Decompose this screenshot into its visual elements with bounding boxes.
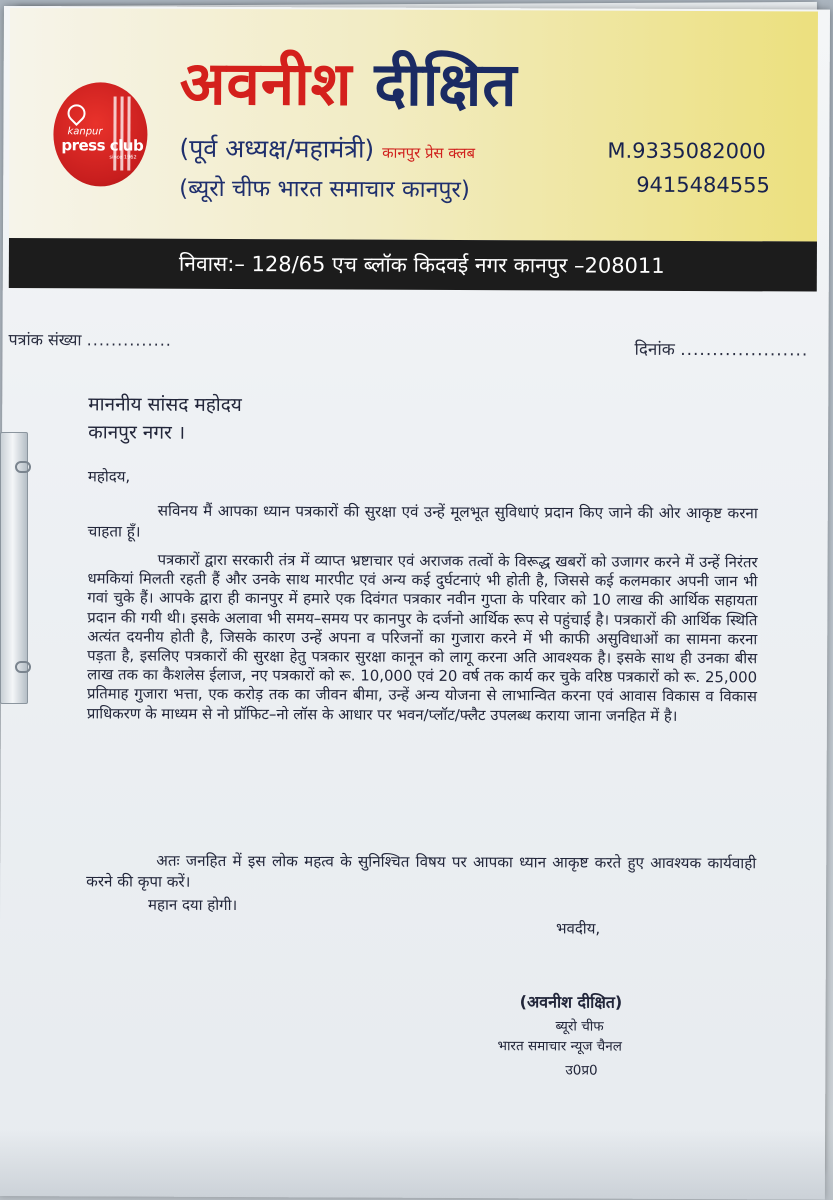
binder-ring-top (15, 461, 31, 473)
recipient-line-2: कानपुर नगर । (88, 421, 186, 444)
body-paragraph-3: अतः जनहित में इस लोक महत्व के सुनिश्चित विषय पर आपका ध्यान आकृष्ट करते हुए आवश्यक कार्यवाही करने की कृपा करें। (86, 851, 757, 891)
organization: कानपुर प्रेस क्लब (382, 143, 476, 163)
pen-nib-icon (64, 101, 89, 126)
binder-clip (0, 432, 28, 704)
body-paragraph-2: पत्रकारों द्वारा सरकारी तंत्र में व्याप्त भ्रष्टाचार एवं अराजक तत्वों के विरूद्ध खबरों को उजागर करने में उन्हें निरंतर धमकियां मिलती रहती हैं और उनके साथ मारपीट एवं अन्य कई दुर्घटनाएं भी होती है, जिससे कई कलमकार अपनी जान भी गवां चुके हैं। आपके द्वारा ही कानपुर में हमारे एक दिवंगत पत्रकार नवीन गुप्ता के परिवार को 10 लाख की आर्थिक सहायता प्रदान की गयी थी। इसके अलावा भी समय–समय पर कानपुर के दर्जनो आर्थिक रूप से पहुंचाई है। पत्रकारों की आर्थिक स्थिति अत्यंत दयनीय होती है, जिसके कारण उन्हें अपना व परिजनों का गुजारा करने में भी काफी असुविधाओं का सामना करना पड़ता है, इसलिए पत्रकारों की सुरक्षा हेतु पत्रकार सुरक्षा कानून को लागू करना अति आवश्यक है। इसके साथ ही उनका बीस लाख तक का कैशलेस ईलाज, नए पत्रकारों को रू. 10,000 एवं 20 वर्ष तक कार्य कर चुके वरिष्ठ पत्रकारों को रू. 25,000 प्रतिमाह गुजारा भत्ता, एक करोड़ तक का जीवन बीमा, उन्हें अन्य योजना से लाभान्वित करना एवं आवास विकास व विकास प्राधिकरण के माध्यम से नो प्रॉफिट–नो लॉस के आधार पर भवन/प्लॉट/फ्लैट उपलब्ध कराया जाना जनहित में है। (86, 550, 758, 725)
designation-line (179, 131, 475, 166)
designation: (पूर्व अध्यक्ष/महामंत्री) (179, 133, 375, 164)
signatory-organization: भारत समाचार न्यूज चैनल (497, 1038, 622, 1055)
name-first: अवनीश (179, 48, 353, 120)
reference-number-blank: .............. (86, 330, 172, 350)
signoff: भवदीय, (555, 919, 601, 938)
letterhead (9, 8, 818, 278)
date-blank: .................... (680, 339, 809, 361)
role-line: (ब्यूरो चीफ भारत समाचार कानपुर) (179, 175, 470, 204)
signatory-region: उ0प्र0 (565, 1062, 598, 1079)
letterhead-name (179, 48, 780, 121)
date-label: दिनांक (634, 339, 675, 360)
binder-ring-bottom (15, 661, 31, 673)
bottom-shadow (0, 1130, 833, 1200)
logo-text-since: since 1962 (109, 154, 137, 161)
letter-page (0, 6, 830, 1200)
signatory-title: ब्यूरो चीफ (555, 1018, 604, 1035)
logo-text-city: kanpur (67, 126, 103, 138)
address-bar (9, 238, 817, 292)
reference-number-label: पत्रांक संख्या (8, 330, 82, 350)
name-last: दीक्षित (374, 49, 518, 121)
date-field (634, 337, 808, 361)
salutation: महोदय, (87, 467, 131, 486)
recipient-line-1: माननीय सांसद महोदय (88, 393, 242, 417)
logo-text-club: press club (61, 136, 144, 155)
reference-number (8, 328, 171, 351)
body-paragraph-1: सविनय मैं आपका ध्यान पत्रकारों की सुरक्षा एवं उन्हें मूलभूत सुविधाएं प्रदान किए जाने की ओर आकृष्ट करना चाहता हूँ। (87, 501, 758, 541)
closing-line: महान दया होगी। (148, 895, 238, 915)
press-club-logo (53, 82, 147, 186)
residence-address: निवास:– 128/65 एच ब्लॉक किदवई नगर कानपुर –208011 (178, 251, 665, 278)
signatory-name: (अवनीश दीक्षित) (519, 992, 623, 1012)
mobile-number-1: M.9335082000 (607, 138, 766, 164)
mobile-number-2: 9415484555 (636, 172, 770, 198)
